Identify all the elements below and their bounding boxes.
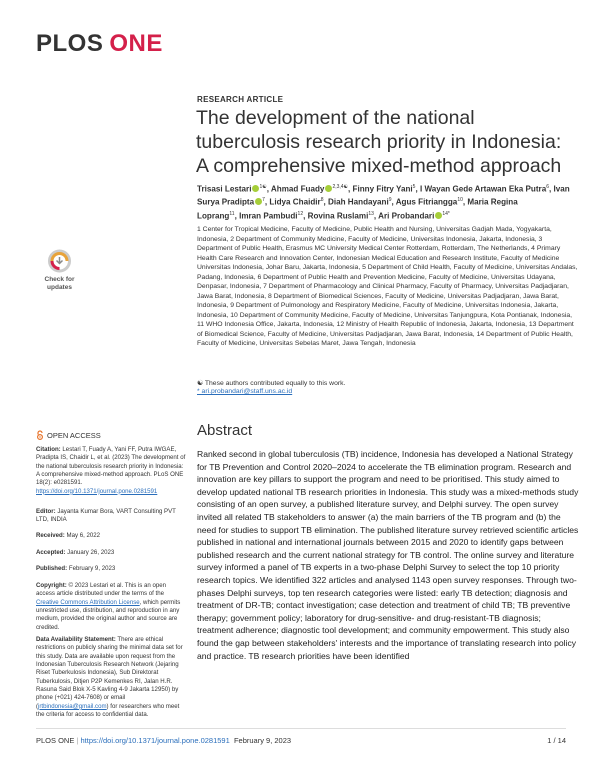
citation-doi-link[interactable]: https://doi.org/10.1371/journal.pone.0281591 xyxy=(36,487,158,495)
citation xyxy=(36,446,186,496)
author-affiliation-sup: 12 xyxy=(297,210,304,217)
received-date: May 6, 2022 xyxy=(66,532,101,539)
author-affiliation-sup: 11 xyxy=(229,210,235,217)
copyright-post: , which permits unrestricted use, distribution, and reproduction in any medium, provided the original author and source are credited. xyxy=(36,598,181,631)
data-availability-pre: There are ethical restrictions on publicly sharing the minimal data set for this study. Data are available upon request from the Indonesian Tuberculosis Research Network (Jejaring Riset Tuberkulosis Indonesia), Sub Direktorat Tuberkulosis, Ditjen P2P Kemenkes RI, Jalan H.R. Rasuna Said Blok X-5 Kavling 4-9 Jakarta 12950) by phone (+021) 424-7608) or email ( xyxy=(36,636,183,710)
author-name[interactable]: Maria Regina Loprang xyxy=(197,198,518,221)
cc-license-link[interactable]: Creative Commons Attribution License xyxy=(36,598,140,606)
author-separator: , xyxy=(548,184,554,194)
editor-label: Editor: xyxy=(36,508,56,515)
author-affiliation-sup: 14* xyxy=(442,210,450,217)
page-footer xyxy=(36,736,566,745)
footer-doi-link[interactable]: https://doi.org/10.1371/journal.pone.0281591 xyxy=(80,736,230,745)
editor xyxy=(36,508,186,525)
data-availability xyxy=(36,636,186,719)
copyright xyxy=(36,582,186,632)
author-name[interactable]: Ahmad Fuady xyxy=(270,184,325,194)
author-separator: , xyxy=(415,184,420,194)
article-title: The development of the national tuberculosis research priority in Indonesia: A comprehensive mixed-method approach xyxy=(196,107,562,177)
published-date: February 9, 2023 xyxy=(68,565,116,572)
citation-label: Citation: xyxy=(36,446,61,453)
author-separator: , xyxy=(348,184,353,194)
corresponding-email[interactable] xyxy=(197,388,292,395)
open-access-label: OPEN ACCESS xyxy=(47,430,101,440)
author-affiliation-sup: 10 xyxy=(457,197,463,204)
author-name[interactable]: Finny Fitry Yani xyxy=(352,184,413,194)
citation-text: Lestari T, Fuady A, Yani FF, Putra IWGAE, Pradipta IS, Chaidir L, et al. (2023) The development of the national tuberculosis research priority in Indonesia: A comprehensive mixed-method approach. PLoS ONE 18(2): e0281591. xyxy=(36,446,186,487)
page-number: 1 / 14 xyxy=(547,736,566,745)
author-affiliation-sup: 5 xyxy=(412,184,416,190)
author-affiliation-sup: 9 xyxy=(388,197,392,204)
copyright-pre: © 2023 Lestari et al. This is an open access article distributed under the terms of the xyxy=(36,582,167,598)
footer-journal: PLOS ONE xyxy=(36,736,75,745)
author-separator: , xyxy=(303,211,308,221)
accepted-date: January 26, 2023 xyxy=(67,549,115,556)
author-name[interactable]: Trisasi Lestari xyxy=(197,184,252,194)
check-for-updates-label[interactable]: Check for updates xyxy=(44,276,75,291)
data-availability-label: Data Availability Statement: xyxy=(36,636,116,643)
open-lock-icon xyxy=(36,430,44,440)
author-affiliation-sup: 13 xyxy=(368,210,374,217)
logo-plos: PLOS xyxy=(36,30,104,57)
footer-separator: | xyxy=(74,736,81,745)
author-separator: , xyxy=(391,198,396,208)
received-label: Received: xyxy=(36,532,65,539)
equal-contribution-note: ☯ These authors contributed equally to this work. xyxy=(197,380,346,387)
author-name[interactable]: Agus Fitriangga xyxy=(395,198,458,208)
editor-text: Jayanta Kumar Bora, VART Consulting PVT LTD, INDIA xyxy=(36,508,176,524)
author-affiliation-sup: 2,3,4☯ xyxy=(332,184,349,190)
received xyxy=(36,532,186,540)
logo-one: ONE xyxy=(109,30,163,57)
data-email-link[interactable]: jrtbindonesia@gmail.com xyxy=(38,702,107,710)
author-affiliation-sup: 6 xyxy=(546,184,549,190)
published xyxy=(36,565,186,573)
article-type: RESEARCH ARTICLE xyxy=(197,95,284,104)
author-name[interactable]: Imran Pambudi xyxy=(239,211,298,221)
data-availability-post: ) for researchers who meet the criteria for access to confidential data. xyxy=(36,702,180,719)
accepted xyxy=(36,549,186,557)
author-affiliation-sup: 7 xyxy=(262,197,265,204)
footer-divider xyxy=(36,728,566,729)
footer-date: February 9, 2023 xyxy=(233,736,292,745)
author-affiliation-sup: 8 xyxy=(320,197,324,204)
author-name[interactable]: Ivan Surya Pradipta xyxy=(197,184,570,208)
abstract-heading: Abstract xyxy=(197,422,253,439)
open-access xyxy=(36,430,101,440)
abstract-text: Ranked second in global tuberculosis (TB) incidence, Indonesia has developed a National Strategy for TB Prevention and Control 2020–2024 to accelerate the TB elimination program. Research and innovation are key pillars to support the program and need to be prioritised. This study aimed to develop updated national TB research priorities in Indonesia. This study was a mixed-methods study consisting of an open survey, a published literature survey, and Delphi survey. The open survey invited all related TB stakeholders to answer (a) the main barriers of the TB program and (b) the need for studies to support TB elimination. The published literature survey retrieved scientific articles published in national and international journals between 2015 and 2020 to identify gaps between published research and the current national strategy for TB control. The online survey and literature survey informed a panel of TB experts in a two-phase Delphi Survey to select the top 10 priority research topics. We identified 322 articles and analysed 1143 open survey responses. Through two-phases Delphi surveys, top ten research categories were listed: early TB detection; diagnosis and treatment of DR-TB; contact investigation; case detection and treatment of child TB; TB preventive therapy; government policy; laboratory for drug-sensitive- and drug-resistant-TB diagnosis; treatment adherence; diagnostic tool development; and community empowerment. This study also found the gap between stakeholders' interests and the importance of translating research into policy and practice. TB research priorities have been identified xyxy=(197,449,579,661)
author-list xyxy=(197,182,577,222)
copyright-label: Copyright: xyxy=(36,582,67,589)
journal-logo[interactable] xyxy=(36,30,163,58)
author-separator: , xyxy=(462,198,468,208)
author-name[interactable]: I Wayan Gede Artawan Eka Putra xyxy=(419,184,547,194)
author-name[interactable]: Lidya Chaidir xyxy=(269,198,321,208)
author-separator: , xyxy=(373,211,379,221)
published-label: Published: xyxy=(36,565,68,572)
author-separator: , xyxy=(323,198,328,208)
author-name[interactable]: Rovina Ruslami xyxy=(307,211,369,221)
author-name[interactable]: Diah Handayani xyxy=(327,198,389,208)
author-separator: , xyxy=(266,184,271,194)
affiliations: 1 Center for Tropical Medicine, Faculty of Medicine, Public Health and Nursing, Universitas Gadjah Mada, Yogyakarta, Indonesia, 2 Department of Community Medicine, Faculty of Medicine, Universitas Indonesia, Jakarta, Indonesia, 3 Department of Public Health, Erasmus MC University Medical Center Rotterdam, Rotterdam, The Netherlands, 4 Primary Health Care Research and Innovation Center, Indonesian Medical Education and Research Institute, Faculty of Medicine Universitas Indonesia, Johar Baru, Jakarta, Indonesia, 5 Department of Child Health, Faculty of Medicine, Universitas Andalas, Padang, Indonesia, 6 Department of Public Health and Prevention Medicine, Faculty of Medicine, Universitas Udayana, Denpasar, Indonesia, 7 Department of Pharmacology and Clinical Pharmacy, Faculty of Pharmacy, Universitas Padjadjaran, Jawa Barat, Indonesia, 8 Department of Biomedical Sciences, Faculty of Medicine, Universitas Padjadjaran, Jawa Barat, Indonesia, 9 Department of Pulmonology and Respiratory Medicine, Faculty of Medicine, Universitas Indonesia, Jakarta, Indonesia, 10 Department of Community Medicine, Faculty of Medicine, Universitas Tanjungpura, Kota Pontianak, Indonesia, 11 WHO Indonesia Office, Jakarta, Indonesia, 12 Ministry of Health Republic of Indonesia, Jakarta, Indonesia, 13 Department of Biomedical Science, Faculty of Medicine, Universitas Padjadjaran, Jawa Barat, Indonesia, 14 Department of Public Health, Faculty of Medicine, Universitas Sebelas Maret, Jawa Tengah, Indonesia xyxy=(197,226,578,347)
author-separator: , xyxy=(264,198,270,208)
author-name[interactable]: Ari Probandari xyxy=(378,211,435,221)
corresponding-email-link[interactable]: * ari.probandari@staff.uns.ac.id xyxy=(197,388,293,395)
author-separator: , xyxy=(234,211,240,221)
accepted-label: Accepted: xyxy=(36,549,66,556)
author-affiliation-sup: 1☯ xyxy=(259,184,267,190)
